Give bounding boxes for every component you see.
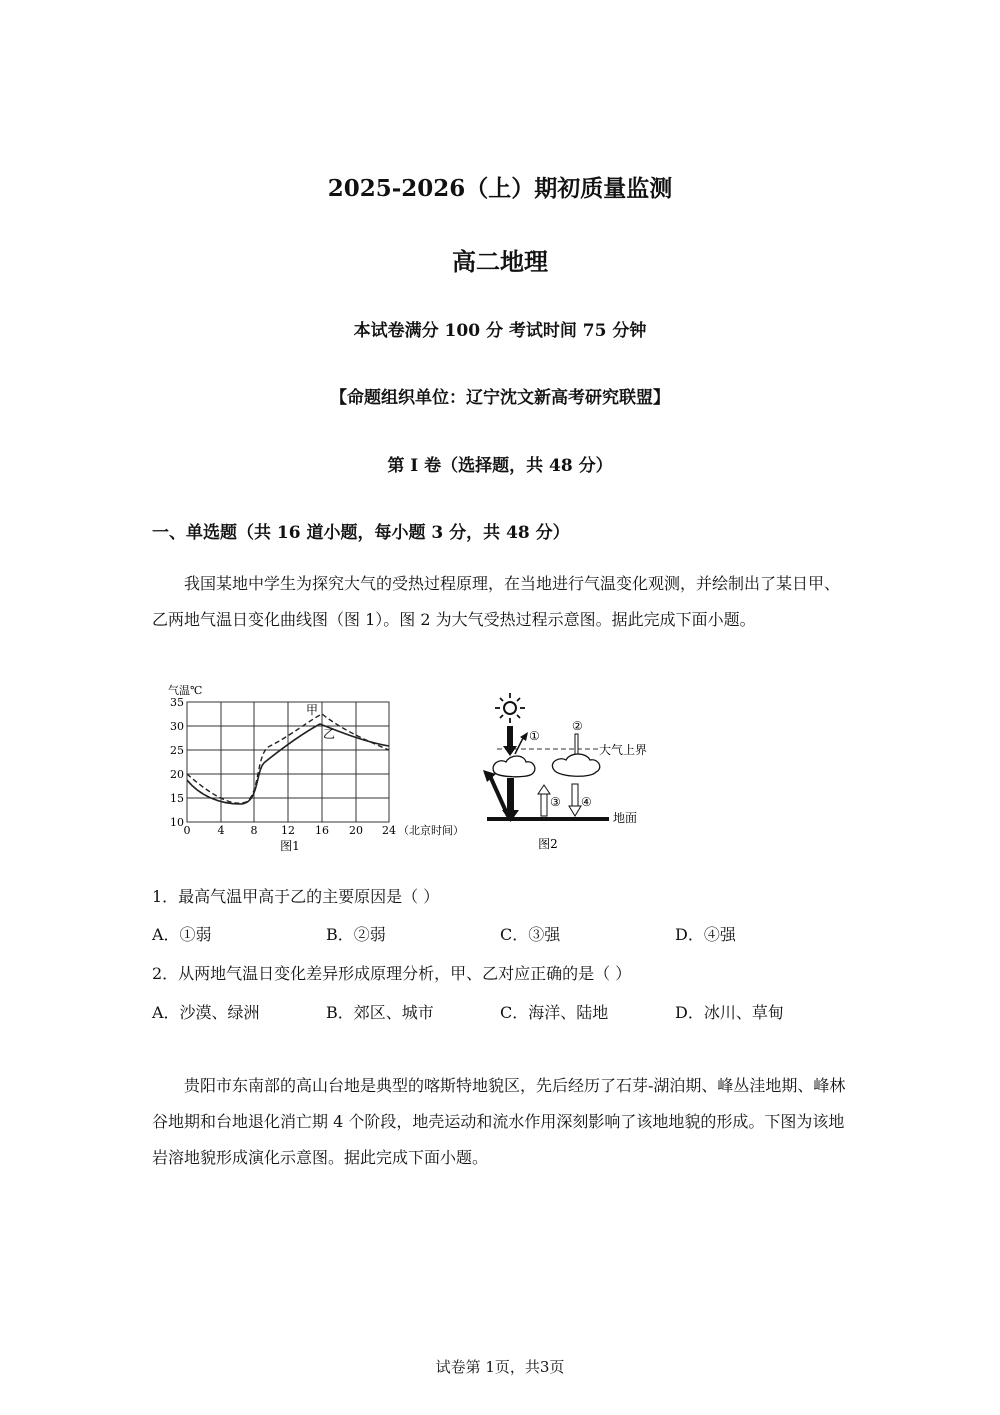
marker-4: ④ [581, 795, 592, 809]
question-1-option-d[interactable]: D．④强 [675, 925, 736, 944]
passage-2: 贵阳市东南部的高山台地是典型的喀斯特地貌区，先后经历了石芽-湖泊期、峰丛洼地期、峰林谷地期和台地退化消亡期 4 个阶段，地壳运动和流水作用深刻影响了该地地貌的形成。下图为该地岩溶地貌形成演化示意图。据此完成下面小题。 [152, 1076, 846, 1167]
series-jia-label: 甲 [306, 703, 319, 717]
sun-icon [495, 693, 525, 723]
ground-label: 地面 [613, 811, 638, 825]
cloud-left-icon [493, 756, 535, 777]
ytick: 10 [170, 816, 184, 829]
exam-subject: 高二地理 [452, 247, 548, 276]
figure-1-xlabel: （北京时间） [398, 824, 464, 837]
figure-2-caption: 图2 [538, 837, 558, 851]
figure-1-chart [160, 680, 470, 855]
exam-title: 2025-2026（上）期初质量监测 [327, 175, 673, 202]
figure-2-diagram [482, 690, 682, 855]
reflection-arrowhead-1 [520, 732, 528, 741]
xtick: 20 [349, 824, 363, 837]
cloud-right-icon [552, 754, 599, 776]
xtick: 8 [250, 824, 258, 837]
ytick: 20 [170, 768, 184, 781]
question-1-option-b[interactable]: B．②弱 [326, 925, 386, 944]
surface-radiation-arrow [507, 778, 514, 812]
ytick: 15 [170, 792, 184, 805]
incoming-radiation-arrowhead [503, 746, 517, 756]
marker-2: ② [572, 719, 583, 733]
figure-1-caption: 图1 [280, 839, 300, 853]
ground-reflection-arrow [490, 776, 508, 816]
ground-radiation-arrow-3 [538, 785, 550, 816]
question-2-option-d[interactable]: D．冰川、草甸 [675, 1003, 784, 1022]
question-1-option-c[interactable]: C．③强 [500, 925, 561, 944]
question-2-option-c[interactable]: C．海洋、陆地 [500, 1003, 609, 1022]
xtick: 0 [183, 824, 191, 837]
question-1-stem: 1．最高气温甲高于乙的主要原因是（ ） [152, 887, 440, 906]
xtick: 4 [217, 824, 225, 837]
volume-heading: 第 I 卷（选择题，共 48 分） [387, 456, 613, 476]
page-footer: 试卷第 1页，共3页 [435, 1358, 565, 1376]
question-2-stem: 2．从两地气温日变化差异形成原理分析，甲、乙对应正确的是（ ） [152, 964, 632, 983]
figure-1-grid [187, 702, 389, 822]
incoming-radiation-arrow [507, 726, 513, 748]
series-yi-label: 乙 [323, 727, 336, 741]
exam-organizer: 【命题组织单位：辽宁沈文新高考研究联盟】 [330, 388, 670, 408]
ytick: 30 [170, 720, 184, 733]
xtick: 24 [382, 824, 396, 837]
question-2-option-b[interactable]: B．郊区、城市 [326, 1003, 434, 1022]
question-2-option-a[interactable]: A．沙漠、绿洲 [152, 1003, 260, 1022]
ground-line [487, 817, 609, 821]
ytick: 25 [170, 744, 184, 757]
section-heading: 一、单选题（共 16 道小题，每小题 3 分，共 48 分） [152, 523, 570, 543]
exam-info: 本试卷满分 100 分 考试时间 75 分钟 [353, 321, 647, 341]
counter-radiation-arrow-4 [569, 784, 581, 816]
ytick: 35 [170, 696, 184, 709]
xtick: 16 [315, 824, 329, 837]
marker-3: ③ [550, 795, 561, 809]
passage-1: 我国某地中学生为探究大气的受热过程原理，在当地进行气温变化观测，并绘制出了某日甲、乙两地气温日变化曲线图（图 1）。图 2 为大气受热过程示意图。据此完成下面小题。 [152, 574, 841, 629]
xtick: 12 [281, 824, 295, 837]
marker-1: ① [529, 729, 540, 743]
atmosphere-top-label: 大气上界 [599, 743, 648, 757]
question-1-option-a[interactable]: A．①弱 [152, 925, 212, 944]
figure-1-ylabel: 气温℃ [168, 684, 203, 697]
